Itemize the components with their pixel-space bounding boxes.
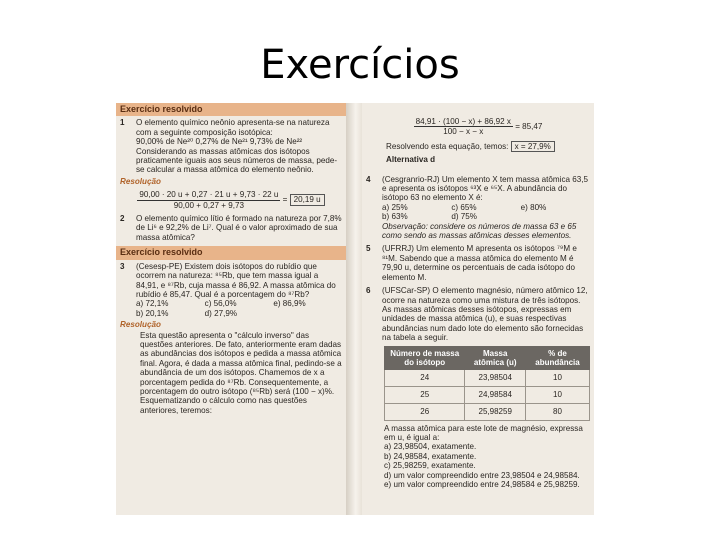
table-cell: 23,98504: [465, 369, 526, 386]
isotope-composition: 90,00% de Ne²⁰ 0,27% de Ne²¹ 9,73% de Ne²²: [136, 137, 303, 147]
question-number: 1: [120, 118, 125, 128]
solve-line: [366, 141, 590, 152]
equation-result: = 85,47: [515, 122, 543, 132]
question-2: [120, 214, 342, 242]
question-6: [366, 286, 590, 342]
question-text: (Cesgranrio-RJ) Um elemento X tem massa atômica 63,5 e apresenta os isótopos ⁶³X e ⁶⁵X. A abundância do isótopo 63 no elemento X é:: [382, 174, 589, 203]
option-e: e) 80%: [520, 202, 547, 212]
option-d: d) 75%: [451, 212, 477, 222]
table-cell: 10: [525, 369, 589, 386]
option-e: e) um valor compreendido entre 24,98584 e 25,98259.: [384, 479, 580, 489]
question-3: [120, 262, 342, 318]
alternative: Alternativa d: [386, 155, 436, 165]
slide-title: Exercícios: [260, 42, 460, 88]
resolution-label: Resolução: [120, 176, 161, 186]
resolution-text: Esta questão apresenta o "cálculo inverso" das questões anteriores. De fato, anteriormente eram dadas as abundâncias dos isótopos e pedida a massa atômica final. Agora, é dada a massa atômica final, pedindo-se a abundância de um dos isótopos. Chamemos de x a porcentagem pedida do ⁸⁷Rb. Consequentemente, a porcentagem do outro isótopo (⁸⁵Rb) será (100 − x)%. Esquematizando o cálculo como nas questões anteriores, teremos:: [140, 330, 342, 415]
resolution-answer: 20,19 u: [290, 194, 325, 205]
question-6-prompt: A massa atômica para este lote de magnésio, expressa em u, é igual a:: [384, 423, 583, 442]
table-cell: 10: [525, 386, 589, 403]
section-band: Exercício resolvido: [116, 103, 346, 116]
option-d: d) um valor compreendido entre 23,98504 e 24,98584.: [384, 470, 580, 480]
table-row: [385, 403, 590, 420]
page-gutter: [346, 103, 362, 515]
option-b: b) 20,1%: [136, 308, 169, 318]
option-e: e) 86,9%: [273, 299, 306, 309]
table-cell: 25,98259: [465, 403, 526, 420]
section-band: Exercício resolvido: [116, 246, 346, 259]
table-cell: 24,98584: [465, 386, 526, 403]
question-number: 2: [120, 214, 125, 224]
option-a: a) 25%: [382, 202, 408, 212]
table-header: % de abundância: [525, 346, 589, 369]
question-text: (UFSCar-SP) O elemento magnésio, número atômico 12, ocorre na natureza como uma mistura de três isótopos. As massas atômicas desses isótopos, expressas em unidades de massa atômica (u), e suas respectivas abundâncias num dado lote do elemento são fornecidas na tabela a seguir.: [382, 286, 588, 343]
right-page: [362, 103, 594, 515]
equation: [366, 117, 590, 137]
isotope-table: [384, 346, 590, 421]
option-a: a) 23,98504, exatamente.: [384, 442, 477, 452]
question-text-2: Considerando as massas atômicas dos isótopos praticamente iguais aos seus números de massa, pede-se calcular a massa atômica do elemento neônio.: [136, 146, 338, 175]
question-4: [366, 175, 590, 241]
solve-text: Resolvendo esta equação, temos:: [386, 141, 509, 151]
observation: Observação: considere os números de massa 63 e 65 como sendo as massas atômicas desses elementos.: [382, 221, 577, 241]
left-page: [116, 103, 346, 515]
resolution-formula: $\frac{90,00 \cdot 20 u + 0,27 \cdot 21 u + 9,73 \cdot 22 u}{90,00 + 0,27 + 9,73}$ = 20,19 u: [120, 190, 342, 210]
table-header: Número de massa do isótopo: [385, 346, 465, 369]
question-number: 4: [366, 174, 371, 184]
table-row: [385, 386, 590, 403]
question-6-options: [366, 442, 590, 489]
table-row: [385, 369, 590, 386]
option-c: c) 25,98259, exatamente.: [384, 461, 476, 471]
question-1: [120, 118, 342, 174]
equation-denominator: 100 − x − x: [443, 127, 484, 137]
table-cell: 26: [385, 403, 465, 420]
table-cell: 25: [385, 386, 465, 403]
option-c: c) 65%: [451, 202, 477, 212]
question-number: 5: [366, 244, 371, 254]
question-5: [366, 244, 590, 282]
option-b: b) 63%: [382, 212, 408, 222]
option-c: c) 56,0%: [204, 299, 237, 309]
solve-answer: x = 27,9%: [511, 141, 555, 152]
question-text: O elemento químico lítio é formado na natureza por 7,8% de Li⁶ e 92,2% de Li⁷. Qual é o valor aproximado de sua massa atômica?: [136, 214, 342, 242]
question-text: (Cesesp-PE) Existem dois isótopos do rubídio que ocorrem na natureza: ⁸⁵Rb, que tem massa igual a 84,91, e ⁸⁷Rb, cuja massa é 86,92. A massa atômica do rubídio é 85,47. Qual é a porcentagem do ⁸⁷Rb?: [136, 261, 336, 299]
option-a: a) 72,1%: [136, 299, 169, 309]
table-cell: 24: [385, 369, 465, 386]
formula-denominator: 90,00 + 0,27 + 9,73: [173, 200, 244, 210]
option-d: d) 27,9%: [204, 308, 238, 318]
question-text: (UFRRJ) Um elemento M apresenta os isótopos ⁷⁹M e ⁸¹M. Sabendo que a massa atômica do elemento M é 79,90 u, determine os percentuais de cada isótopo do elemento M.: [382, 244, 577, 282]
question-number: 6: [366, 286, 371, 296]
option-b: b) 24,98584, exatamente.: [384, 451, 477, 461]
equation-numerator: 84,91 · (100 − x) + 86,92 x: [415, 117, 511, 126]
resolution-label: Resolução: [120, 320, 161, 330]
question-text: O elemento químico neônio apresenta-se na natureza com a seguinte composição isotópica:: [136, 118, 330, 137]
table-cell: 80: [525, 403, 589, 420]
formula-numerator: 90,00 · 20 u + 0,27 · 21 u + 9,73 · 22 u: [139, 190, 279, 200]
question-number: 3: [120, 261, 125, 271]
table-header: Massa atômica (u): [465, 346, 526, 369]
